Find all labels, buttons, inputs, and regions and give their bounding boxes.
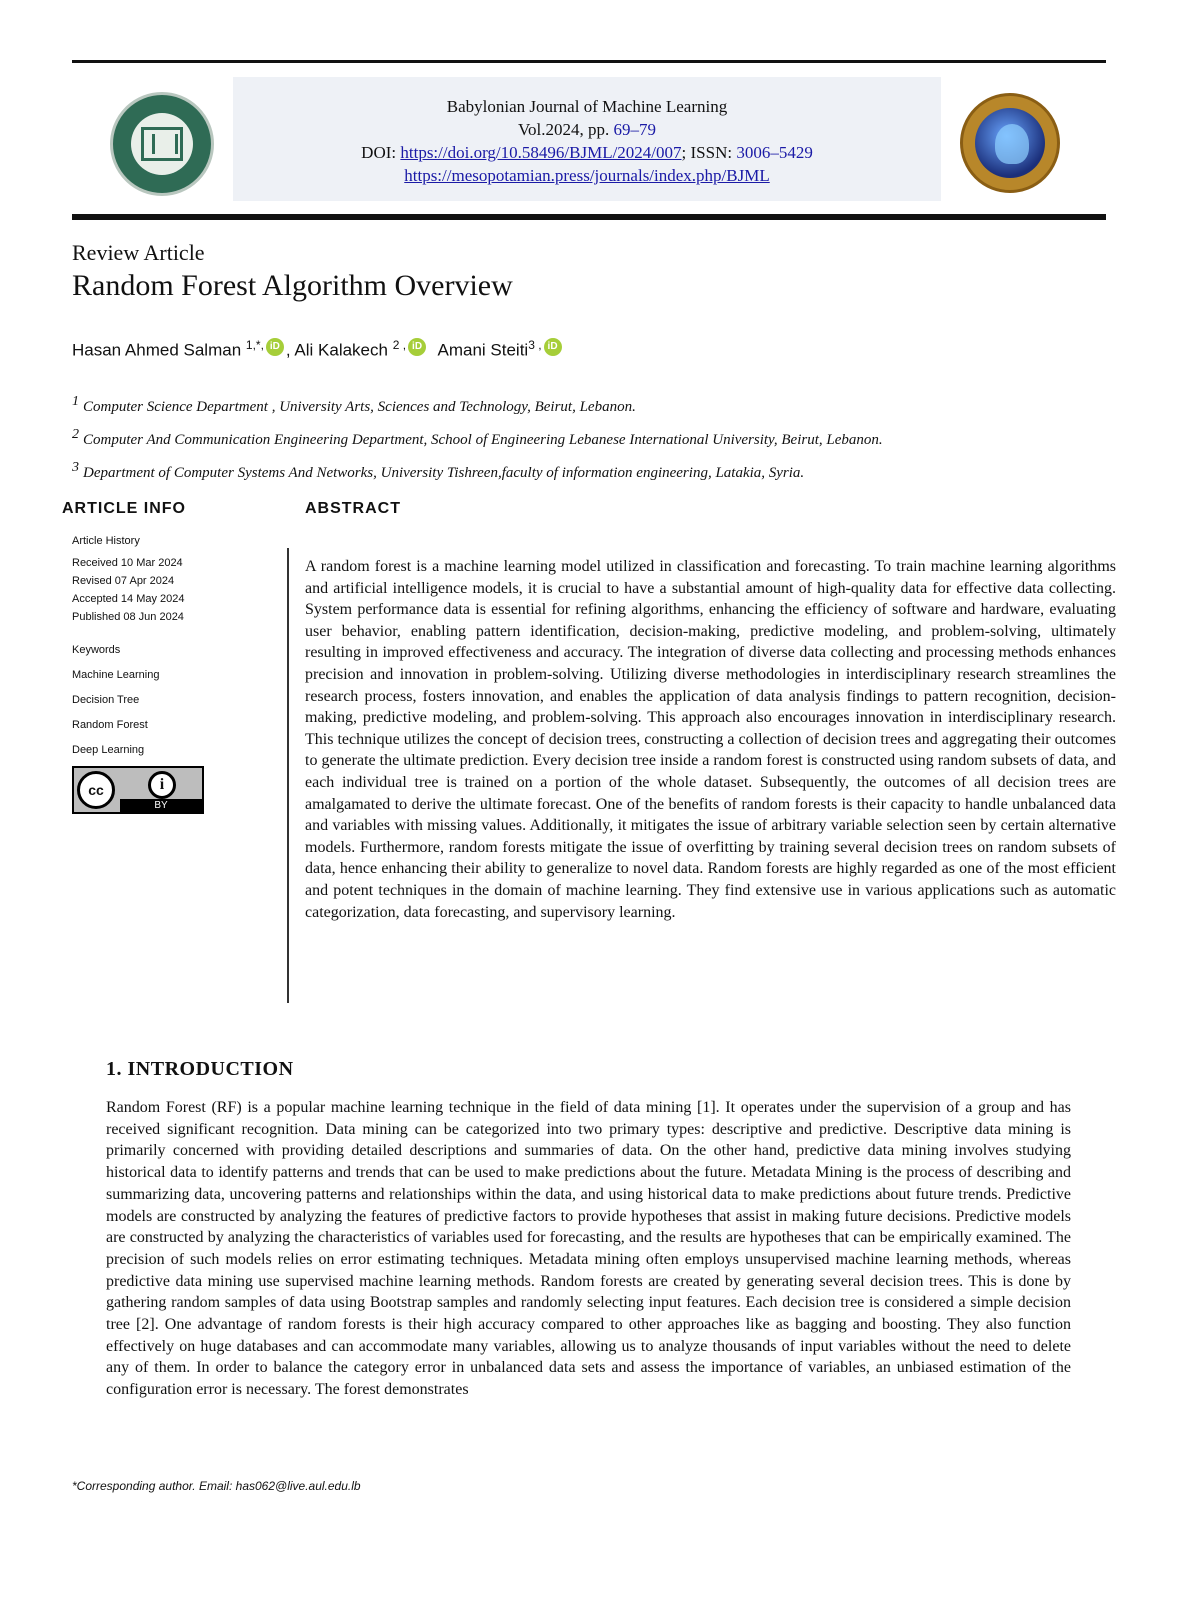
abstract-text: A random forest is a machine learning model utilized in classification and forecasting. To train machine learning algorithms and artificial intelligence models, it is crucial to have a substantial amount of high-quality data for effective data collecting. System performance data is essential for refining algorithms, enhancing the efficiency of software and hardware, evaluating user behavior, enabling pattern identification, decision-making, predictive modeling, and problem-solving, ultimately resulting in improved effectiveness and accuracy. The integration of diverse data collecting and processing methods enhances precision and innovation in problem-solving. Utilizing diverse methodologies in interdisciplinary research streamlines the research process, fosters innovation, and enables the application of data analysis findings to pattern recognition, decision-making, predictive modeling, and problem-solving. This approach also encourages innovation in interdisciplinary research. This technique utilizes the concept of decision trees, constructing a collection of decision trees and aggregating their outcomes to generate the ultimate prediction. Every decision tree inside a random forest is constructed using random subsets of data, and each individual tree is trained on a portion of the whole dataset. Subsequently, the outcomes of all decision trees are amalgamated to derive the ultimate forecast. One of the benefits of random forests is their capacity to handle unbalanced data and variables with missing values. Additionally, it mitigates the issue of arbitrary variable selection seen by certain alternative models. Furthermore, random forests mitigate the issue of overfitting by training several decision trees on random subsets of data, hence enhancing their ability to generalize to novel data. Random forests are highly regarded as one of the most efficient and potent techniques in the domain of machine learning. They find extensive use in various applications such as automatic categorization, data forecasting, and supervisory learning. bbox=[305, 558, 1116, 921]
revised-date: Revised 07 Apr 2024 bbox=[72, 575, 175, 587]
journal-header bbox=[233, 77, 941, 201]
orcid-icon[interactable]: iD bbox=[266, 338, 284, 356]
corresponding-author-footnote: *Corresponding author. Email: has062@live.aul.edu.lb bbox=[72, 1479, 361, 1493]
orcid-icon[interactable]: iD bbox=[408, 338, 426, 356]
abstract-heading: ABSTRACT bbox=[305, 500, 401, 517]
keyword: Random Forest bbox=[72, 719, 148, 731]
volume-pages: Vol.2024, pp. 69–79 bbox=[517, 120, 657, 139]
article-title: Random Forest Algorithm Overview bbox=[72, 269, 513, 302]
babylonian-journal-logo bbox=[960, 93, 1060, 193]
page-range: 69–79 bbox=[613, 120, 657, 139]
header-bottom-rule bbox=[72, 214, 1106, 220]
journal-url-link[interactable]: https://mesopotamian.press/journals/index.php/BJML bbox=[404, 166, 770, 185]
received-date: Received 10 Mar 2024 bbox=[72, 557, 183, 569]
keywords-label: Keywords bbox=[72, 644, 121, 656]
author-name: Amani Steiti bbox=[437, 340, 529, 360]
keyword: Deep Learning bbox=[72, 744, 145, 756]
article-info bbox=[72, 532, 185, 763]
affiliation: $^2$ Computer And Communication Engineering Department, School of Engineering Lebanese International University, Beirut, Lebanon. bbox=[72, 427, 883, 448]
header-top-rule bbox=[72, 60, 1106, 63]
history-label: Article History bbox=[72, 535, 140, 547]
keyword: Decision Tree bbox=[72, 694, 140, 706]
keyword: Machine Learning bbox=[72, 669, 160, 681]
issn-value: 3006–5429 bbox=[736, 143, 813, 162]
published-date: Published 08 Jun 2024 bbox=[72, 611, 184, 623]
author-name: , Ali Kalakech bbox=[285, 340, 388, 360]
author-name: Hasan Ahmed Salman bbox=[72, 340, 242, 360]
attribution-icon: i bbox=[148, 771, 176, 799]
license-by-label: BY bbox=[120, 799, 202, 812]
introduction-text: Random Forest (RF) is a popular machine learning technique in the field of data mining [1]. It operates under the supervision of a group and has received significant recognition. Data mining can be categorized into two primary types: descriptive and predictive. Descriptive data mining is primarily concerned with providing detailed descriptions and summaries of data. On the other hand, predictive data mining involves studying historical data to identify patterns and trends that can be used to make predictions about the future. Metadata Mining is the process of describing and summarizing data, uncovering patterns and relationships within the data, and using historical data to make predictions about future trends. Predictive models are constructed by analyzing the features of predictive factors to provide hypotheses that assist in making future decisions. Predictive models are constructed by analyzing the characteristics of variables used for forecasting, and the results are hypotheses that can be empirically examined. The precision of such models relies on error estimating techniques. Metadata mining often employs unsupervised machine learning methods, whereas predictive data mining use supervised machine learning methods. Random forests are created by generating several decision trees. This is done by gathering random samples of data using Bootstrap samples and randomly selecting input features. Each decision tree is considered a simple decision tree [2]. One advantage of random forests is their high accuracy compared to other approaches like as bagging and boosting. They also function effectively on huge databases and can accommodate many variables, allowing us to analyze thousands of input variables without the need to delete any of them. In order to balance the category error in unbalanced data sets and assess the importance of variables, an unbiased estimation of the configuration error is necessary. The forest demonstrates bbox=[106, 1099, 1071, 1399]
affiliation: $^3$ Department of Computer Systems And Networks, University Tishreen,faculty of information engineering, Latakia, Syria. bbox=[72, 460, 805, 481]
mesopotamian-academic-press-logo bbox=[110, 92, 214, 196]
doi-link[interactable]: https://doi.org/10.58496/BJML/2024/007 bbox=[400, 143, 682, 162]
accepted-date: Accepted 14 May 2024 bbox=[72, 593, 185, 605]
orcid-icon[interactable]: iD bbox=[544, 338, 562, 356]
doi-line: DOI: https://doi.org/10.58496/BJML/2024/007; ISSN: 3006–5429 bbox=[361, 143, 813, 162]
journal-name: Babylonian Journal of Machine Learning bbox=[446, 97, 728, 116]
article-info-heading: ARTICLE INFO bbox=[62, 500, 186, 517]
abstract-divider bbox=[287, 548, 289, 1003]
cc-by-license-badge[interactable] bbox=[72, 766, 204, 814]
introduction-heading: 1. INTRODUCTION bbox=[106, 1058, 294, 1080]
cc-icon: cc bbox=[77, 771, 115, 809]
article-type: Review Article bbox=[72, 240, 205, 265]
affiliation: $^1$ Computer Science Department , University Arts, Sciences and Technology, Beirut, Lebanon. bbox=[72, 394, 636, 415]
author-list: Hasan Ahmed Salman $^{1,*,}$ iD , Ali Kalakech $^{2 ,}$ iD Amani Steiti$^{3 ,}$ iD bbox=[72, 338, 564, 361]
